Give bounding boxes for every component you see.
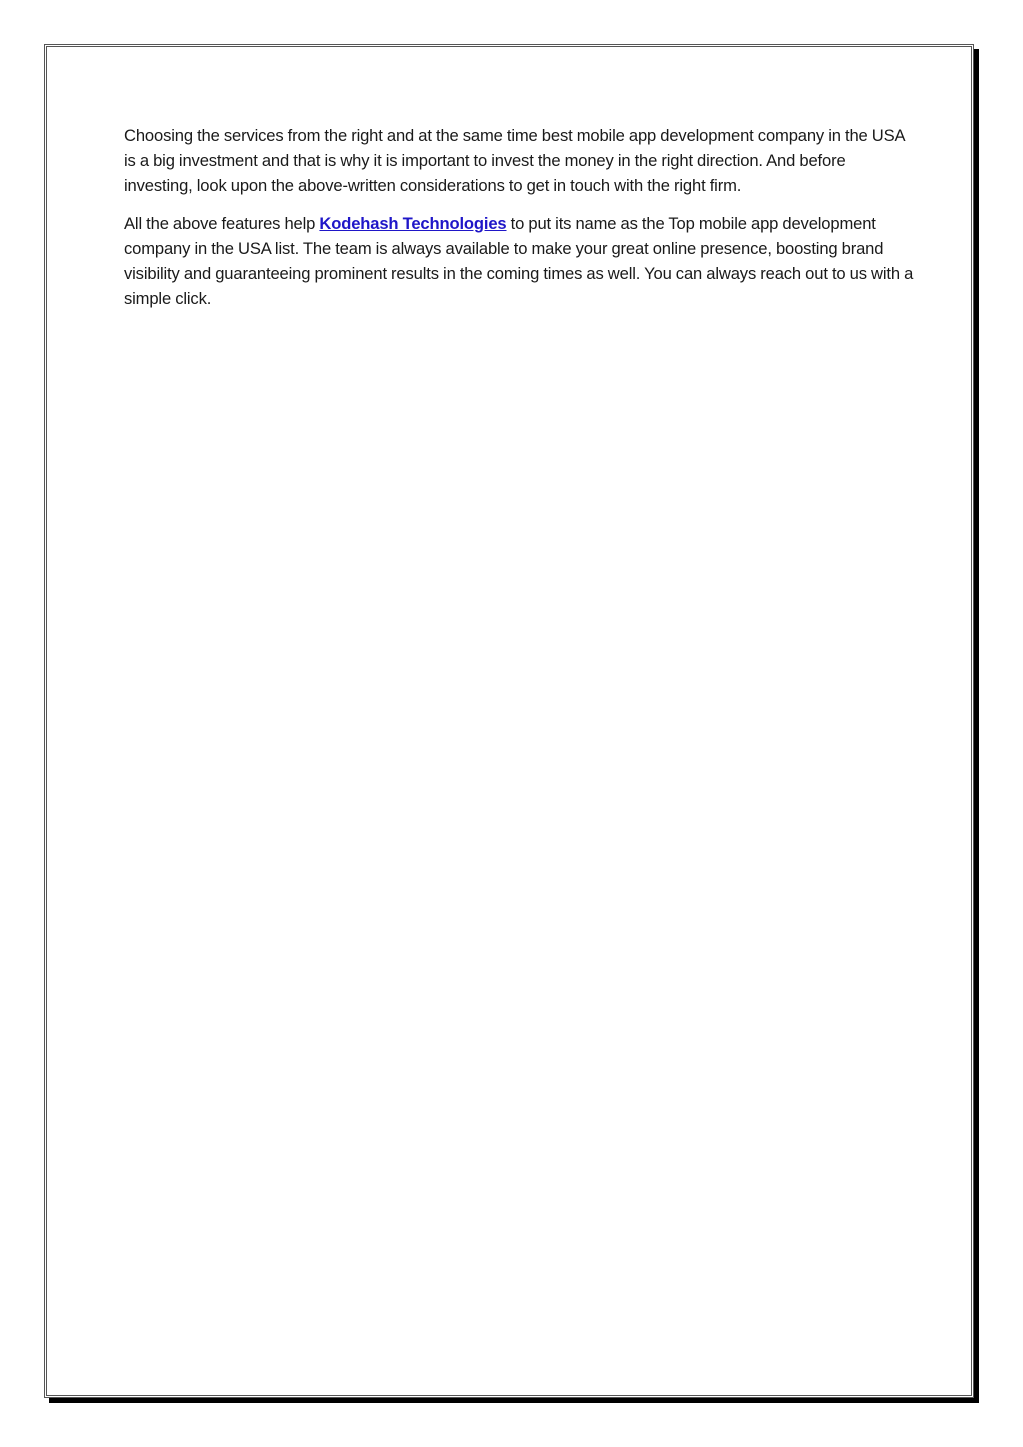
- paragraph-text-before-link: All the above features help: [124, 214, 320, 233]
- document-body: [124, 123, 914, 324]
- paragraph-company-summary: [124, 211, 914, 311]
- paragraph-text-after-link: to put its name as the Top mobile app development company in the USA list. The team is always available to make your great online presence, boosting brand visibility and guaranteeing prominent results in the coming times as well. You can always reach out to us with a simple click.: [124, 214, 914, 308]
- paragraph-conclusion: Choosing the services from the right and at the same time best mobile app development company in the USA is a big investment and that is why it is important to invest the money in the right direction. And before investing, look upon the above-written considerations to get in touch with the right firm.: [124, 126, 905, 195]
- kodehash-technologies-link[interactable]: Kodehash Technologies: [319, 214, 507, 233]
